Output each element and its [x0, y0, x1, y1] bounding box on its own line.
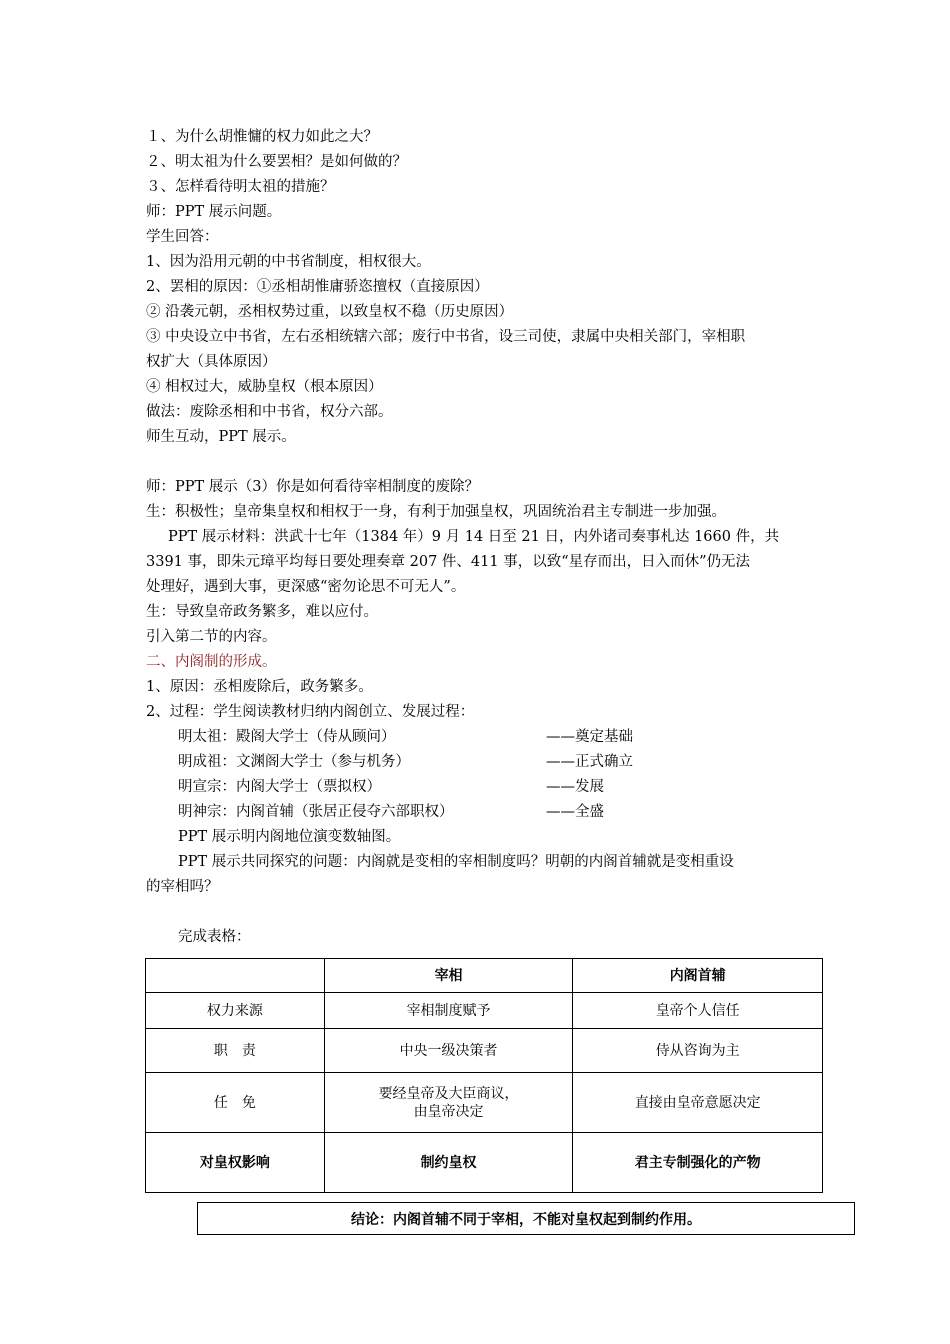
student-answer-label: 学生回答： [146, 229, 219, 245]
table-row [146, 1029, 823, 1073]
complete-table-note: 完成表格： [178, 929, 251, 945]
question-2: ２、明太祖为什么要罢相？是如何做的？ [146, 154, 407, 170]
discussion-line: PPT 展示材料：洪武十七年（1384 年）9 月 14 日至 21 日，内外诸司奏事札达 1660 件，共 [168, 529, 780, 545]
discussion-line: 生：积极性；皇帝集皇权和相权于一身，有利于加强皇权，巩固统治君主专制进一步加强。 [146, 504, 726, 520]
discussion-line: 引入第二节的内容。 [146, 629, 277, 645]
ppt-axis-note: PPT 展示明内阁地位演变数轴图。 [178, 829, 401, 845]
stage-right: ——全盛 [546, 804, 604, 820]
row-label: 职 责 [146, 1029, 325, 1073]
table-cell: 制约皇权 [324, 1133, 573, 1193]
question-1: １、为什么胡惟慵的权力如此之大？ [146, 129, 378, 145]
discussion-line: 师：PPT 展示（3）你是如何看待宰相制度的废除？ [146, 479, 480, 495]
teacher-ppt-note: 师：PPT 展示问题。 [146, 204, 282, 220]
table-cell: 侍从咨询为主 [573, 1029, 823, 1073]
row-label: 对皇权影响 [146, 1133, 325, 1193]
header-cell: 内阁首辅 [573, 959, 823, 993]
table-row [146, 1073, 823, 1133]
answer-line: 2、罢相的原因：①丞相胡惟庸骄恣擅权（直接原因） [146, 279, 489, 295]
table-row [146, 1133, 823, 1193]
answer-line: 权扩大（具体原因） [146, 354, 277, 370]
table-cell: 要经皇帝及大臣商议， 由皇帝决定 [324, 1073, 573, 1133]
answer-line: ④ 相权过大，威胁皇权（根本原因） [146, 379, 383, 395]
table-row [146, 993, 823, 1029]
stage-left: 明太祖：殿阁大学士（侍从顾问） [178, 729, 396, 745]
comparison-table [145, 958, 823, 1193]
section-title: 内阁制的形成。 [175, 654, 277, 670]
table-cell: 中央一级决策者 [324, 1029, 573, 1073]
section-process: 2、过程：学生阅读教材归纳内阁创立、发展过程： [146, 704, 475, 720]
stage-left: 明神宗：内阁首辅（张居正侵夺六部职权） [178, 804, 454, 820]
row-label: 权力来源 [146, 993, 325, 1029]
stage-right: ——正式确立 [546, 754, 633, 770]
table-header-row [146, 959, 823, 993]
ppt-question: PPT 展示共同探究的问题：内阁就是变相的宰相制度吗？明朝的内阁首辅就是变相重设 [178, 854, 734, 870]
answer-line: 做法：废除丞相和中书省，权分六部。 [146, 404, 393, 420]
discussion-line: 生：导致皇帝政务繁多，难以应付。 [146, 604, 378, 620]
section-reason: 1、原因：丞相废除后，政务繁多。 [146, 679, 373, 695]
table-cell: 直接由皇帝意愿决定 [573, 1073, 823, 1133]
header-cell [146, 959, 325, 993]
answer-line: 师生互动，PPT 展示。 [146, 429, 296, 445]
section-number: 二、 [146, 654, 175, 670]
stage-right: ——奠定基础 [546, 729, 633, 745]
section-heading [146, 652, 277, 672]
discussion-line: 3391 事，即朱元璋平均每日要处理奏章 207 件、411 事，以致“星存而出，日入而休”仍无法 [146, 554, 751, 570]
answer-line: 1、因为沿用元朝的中书省制度，相权很大。 [146, 254, 431, 270]
answer-line: ② 沿袭元朝，丞相权势过重，以致皇权不稳（历史原因） [146, 304, 514, 320]
stage-left: 明成祖：文渊阁大学士（参与机务） [178, 754, 410, 770]
row-label: 任 免 [146, 1073, 325, 1133]
table-cell: 宰相制度赋予 [324, 993, 573, 1029]
question-3: ３、怎样看待明太祖的措施？ [146, 179, 335, 195]
header-cell: 宰相 [324, 959, 573, 993]
ppt-question-cont: 的宰相吗？ [146, 879, 219, 895]
stage-right: ——发展 [546, 779, 604, 795]
conclusion-box: 结论：内阁首辅不同于宰相，不能对皇权起到制约作用。 [197, 1202, 855, 1235]
discussion-line: 处理好，遇到大事，更深感“密勿论思不可无人”。 [146, 579, 466, 595]
stage-left: 明宣宗：内阁大学士（票拟权） [178, 779, 381, 795]
table-cell: 皇帝个人信任 [573, 993, 823, 1029]
answer-line: ③ 中央设立中书省，左右丞相统辖六部；废行中书省，设三司使，隶属中央相关部门，宰相职 [146, 329, 746, 345]
table-cell: 君主专制强化的产物 [573, 1133, 823, 1193]
